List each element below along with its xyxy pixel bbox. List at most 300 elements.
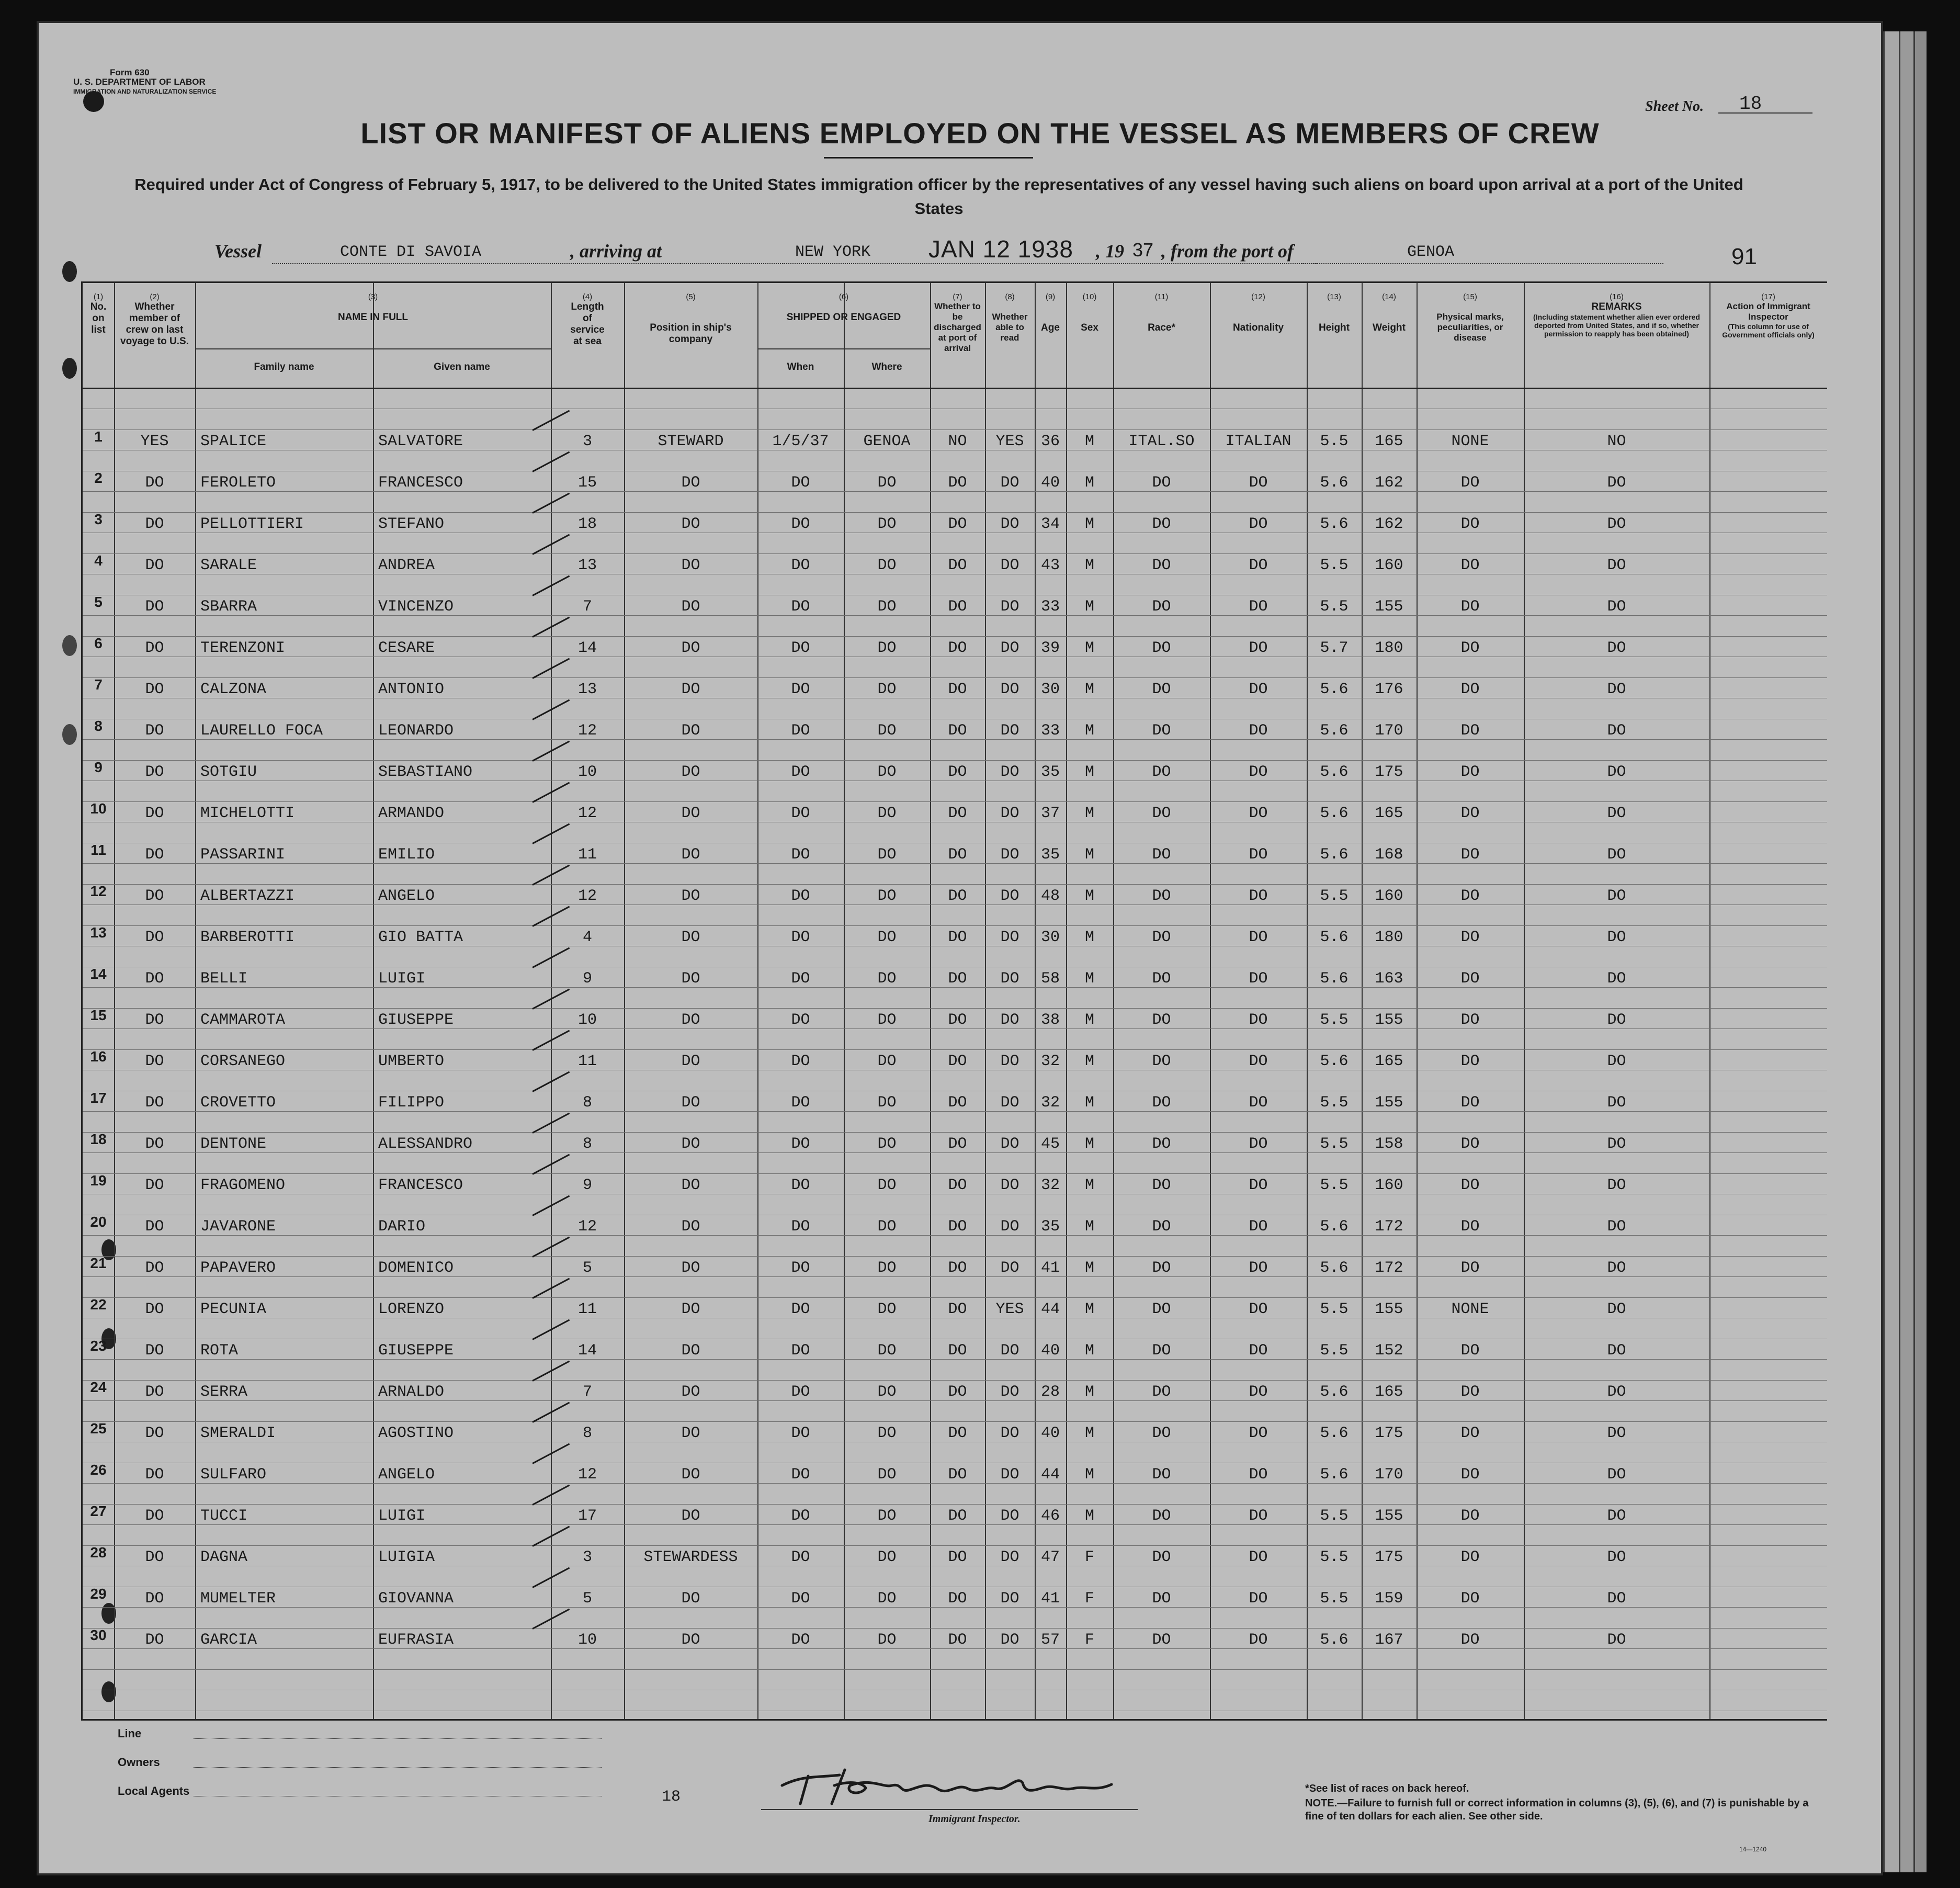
discharged-cell: DO (948, 1466, 967, 1484)
table-row (83, 999, 1827, 1040)
inspector-label: Immigrant Inspector. (928, 1813, 1021, 1825)
service-cell: 12 (577, 887, 597, 905)
when-cell: DO (791, 1135, 810, 1153)
marks-cell: DO (1460, 515, 1480, 533)
service-cell: 7 (582, 598, 592, 616)
row-number: 15 (90, 1007, 107, 1023)
weight-cell: 155 (1375, 1507, 1403, 1525)
nationality-cell: DO (1249, 1425, 1268, 1442)
remarks-cell: DO (1607, 763, 1626, 781)
position-cell: DO (681, 1218, 700, 1236)
line-label: Line (118, 1727, 142, 1740)
age-cell: 45 (1040, 1135, 1060, 1153)
position-cell: DO (681, 681, 700, 698)
col-label: Race* (1148, 322, 1175, 333)
row-number: 4 (94, 552, 103, 569)
given-name-cell: ANGELO (378, 1466, 435, 1484)
table-row (83, 503, 1827, 544)
col-number: (15) (1463, 292, 1477, 301)
crew-cell: DO (145, 763, 164, 781)
where-cell: DO (877, 1383, 897, 1401)
given-name-cell: LUIGIA (378, 1548, 435, 1566)
sex-cell: F (1084, 1548, 1094, 1566)
service-cell: 9 (582, 1177, 592, 1194)
sex-cell: F (1084, 1590, 1094, 1608)
table-row (83, 1536, 1827, 1577)
height-cell: 5.5 (1320, 1094, 1349, 1112)
nationality-cell: DO (1249, 1301, 1268, 1318)
height-cell: 5.5 (1320, 1177, 1349, 1194)
service-cell: 9 (582, 970, 592, 988)
read-cell: DO (1000, 929, 1019, 946)
col-label: Whether able to read (992, 312, 1028, 343)
sex-cell: M (1084, 1301, 1094, 1318)
crew-cell: DO (145, 846, 164, 864)
marks-cell: NONE (1451, 1301, 1489, 1318)
crew-cell: DO (145, 515, 164, 533)
row-number: 24 (90, 1379, 107, 1395)
when-cell: DO (791, 970, 810, 988)
table-row (83, 461, 1827, 503)
row-number: 23 (90, 1338, 107, 1354)
where-cell: DO (877, 970, 897, 988)
age-cell: 40 (1040, 474, 1060, 492)
given-name-cell: GIUSEPPE (378, 1011, 454, 1029)
weight-cell: 155 (1375, 1011, 1403, 1029)
race-cell: DO (1152, 515, 1171, 533)
where-cell: DO (877, 1259, 897, 1277)
col-number: (3) (368, 292, 378, 301)
owners-label: Owners (118, 1756, 160, 1769)
discharged-cell: DO (948, 598, 967, 616)
marks-cell: DO (1460, 1094, 1480, 1112)
family-name-cell: DAGNA (200, 1548, 248, 1566)
read-cell: DO (1000, 1218, 1019, 1236)
col-label: Physical marks, peculiarities, or disease (1436, 312, 1504, 343)
service-cell: 18 (577, 515, 597, 533)
table-row (83, 1288, 1827, 1329)
discharged-cell: DO (948, 929, 967, 946)
discharged-cell: DO (948, 1383, 967, 1401)
weight-cell: 155 (1375, 1301, 1403, 1318)
crew-cell: DO (145, 1590, 164, 1608)
local-agents-label: Local Agents (118, 1784, 190, 1797)
remarks-cell: DO (1607, 1383, 1626, 1401)
given-name-cell: VINCENZO (378, 598, 454, 616)
race-cell: DO (1152, 474, 1171, 492)
when-cell: DO (791, 474, 810, 492)
age-cell: 40 (1040, 1342, 1060, 1360)
arrival-date-stamp: JAN 12 1938 (928, 235, 1073, 263)
read-cell: DO (1000, 1425, 1019, 1442)
binder-clip (62, 635, 77, 656)
marks-cell: DO (1460, 639, 1480, 657)
race-cell: DO (1152, 557, 1171, 574)
nationality-cell: DO (1249, 887, 1268, 905)
position-cell: DO (681, 1342, 700, 1360)
where-cell: DO (877, 515, 897, 533)
sex-cell: M (1084, 846, 1094, 864)
col-label: Position in ship's company (650, 322, 732, 345)
read-cell: DO (1000, 887, 1019, 905)
binder-clip (62, 724, 77, 745)
height-cell: 5.6 (1320, 1425, 1349, 1442)
crew-cell: DO (145, 639, 164, 657)
table-row (83, 751, 1827, 792)
nationality-cell: DO (1249, 1094, 1268, 1112)
col-number: (12) (1251, 292, 1265, 301)
given-name-cell: DARIO (378, 1218, 426, 1236)
col-label: SHIPPED OR ENGAGED (786, 312, 901, 323)
race-cell: DO (1152, 1259, 1171, 1277)
crew-cell: DO (145, 1135, 164, 1153)
remarks-cell: DO (1607, 557, 1626, 574)
weight-cell: 160 (1375, 557, 1403, 574)
age-cell: 30 (1040, 929, 1060, 946)
remarks-cell: DO (1607, 515, 1626, 533)
year-value: 37 (1132, 239, 1154, 261)
col-shipped-header (757, 292, 930, 323)
when-cell: DO (791, 515, 810, 533)
race-cell: DO (1152, 1466, 1171, 1484)
remarks-cell: DO (1607, 887, 1626, 905)
weight-cell: 172 (1375, 1218, 1403, 1236)
row-number: 3 (94, 511, 103, 527)
where-cell: DO (877, 805, 897, 822)
marks-cell: DO (1460, 557, 1480, 574)
given-name-cell: FILIPPO (378, 1094, 445, 1112)
race-cell: DO (1152, 598, 1171, 616)
family-name-cell: GARCIA (200, 1631, 257, 1649)
nationality-cell: DO (1249, 805, 1268, 822)
weight-cell: 165 (1375, 433, 1403, 450)
table-row (83, 1123, 1827, 1164)
nationality-cell: DO (1249, 681, 1268, 698)
table-row (83, 627, 1827, 668)
given-name-cell: ANTONIO (378, 681, 445, 698)
when-cell: DO (791, 1259, 810, 1277)
given-name-cell: GIO BATTA (378, 929, 463, 946)
height-cell: 5.5 (1320, 1590, 1349, 1608)
col-number: (17) (1761, 292, 1775, 301)
remarks-cell: DO (1607, 1507, 1626, 1525)
read-cell: DO (1000, 763, 1019, 781)
height-cell: 5.5 (1320, 1011, 1349, 1029)
read-cell: DO (1000, 1548, 1019, 1566)
row-number: 17 (90, 1090, 107, 1106)
row-number: 5 (94, 594, 103, 610)
family-name-cell: SPALICE (200, 433, 267, 450)
col-number: (10) (1082, 292, 1097, 301)
where-cell: DO (877, 763, 897, 781)
weight-cell: 167 (1375, 1631, 1403, 1649)
weight-cell: 159 (1375, 1590, 1403, 1608)
family-name-cell: BELLI (200, 970, 248, 988)
remarks-cell: DO (1607, 1094, 1626, 1112)
read-cell: YES (995, 1301, 1024, 1318)
age-cell: 30 (1040, 681, 1060, 698)
sex-cell: M (1084, 515, 1094, 533)
sex-cell: M (1084, 887, 1094, 905)
col-no-header (83, 292, 114, 336)
col-number: (2) (150, 292, 160, 301)
remarks-cell: DO (1607, 1548, 1626, 1566)
where-cell: DO (877, 722, 897, 740)
age-cell: 47 (1040, 1548, 1060, 1566)
given-name-cell: DOMENICO (378, 1259, 454, 1277)
discharged-cell: DO (948, 1301, 967, 1318)
given-name-cell: ANDREA (378, 557, 435, 574)
nationality-cell: DO (1249, 1383, 1268, 1401)
crew-cell: DO (145, 1053, 164, 1070)
sex-cell: M (1084, 639, 1094, 657)
discharged-cell: DO (948, 805, 967, 822)
when-cell: DO (791, 639, 810, 657)
table-row (83, 1081, 1827, 1123)
weight-cell: 175 (1375, 763, 1403, 781)
given-name-cell: UMBERTO (378, 1053, 445, 1070)
height-cell: 5.6 (1320, 763, 1349, 781)
age-cell: 35 (1040, 763, 1060, 781)
age-cell: 33 (1040, 722, 1060, 740)
col-number: (5) (686, 292, 696, 301)
crew-cell: DO (145, 970, 164, 988)
marks-cell: DO (1460, 763, 1480, 781)
position-cell: DO (681, 722, 700, 740)
marks-cell: DO (1460, 846, 1480, 864)
where-cell: DO (877, 846, 897, 864)
position-cell: DO (681, 1631, 700, 1649)
height-cell: 5.5 (1320, 557, 1349, 574)
marks-cell: DO (1460, 474, 1480, 492)
sex-cell: M (1084, 598, 1094, 616)
family-name-cell: MICHELOTTI (200, 805, 295, 822)
weight-cell: 155 (1375, 1094, 1403, 1112)
col-number: (9) (1045, 292, 1056, 301)
marks-cell: DO (1460, 1631, 1480, 1649)
race-cell: DO (1152, 1590, 1171, 1608)
nationality-cell: DO (1249, 1466, 1268, 1484)
weight-cell: 170 (1375, 1466, 1403, 1484)
crew-cell: DO (145, 1466, 164, 1484)
position-cell: DO (681, 846, 700, 864)
age-cell: 32 (1040, 1177, 1060, 1194)
nationality-cell: DO (1249, 1631, 1268, 1649)
read-cell: DO (1000, 1631, 1019, 1649)
discharged-cell: DO (948, 1218, 967, 1236)
sex-cell: M (1084, 1425, 1094, 1442)
weight-cell: 160 (1375, 1177, 1403, 1194)
table-row (83, 1371, 1827, 1412)
position-cell: DO (681, 1011, 700, 1029)
position-cell: DO (681, 929, 700, 946)
where-cell: DO (877, 929, 897, 946)
print-code: 14—1240 (1739, 1846, 1767, 1853)
service-name: IMMIGRATION AND NATURALIZATION SERVICE (73, 88, 217, 95)
family-name-cell: DENTONE (200, 1135, 267, 1153)
service-cell: 8 (582, 1094, 592, 1112)
marks-cell: DO (1460, 1466, 1480, 1484)
col-number: (7) (953, 292, 962, 301)
nationality-cell: DO (1249, 763, 1268, 781)
row-number: 26 (90, 1462, 107, 1478)
family-name-cell: CAMMAROTA (200, 1011, 286, 1029)
remarks-cell: DO (1607, 722, 1626, 740)
family-name-cell: ALBERTAZZI (200, 887, 295, 905)
discharged-cell: DO (948, 1135, 967, 1153)
nationality-cell: DO (1249, 929, 1268, 946)
family-name-cell: SMERALDI (200, 1425, 276, 1442)
service-cell: 11 (577, 1053, 597, 1070)
race-cell: DO (1152, 1507, 1171, 1525)
form-number: Form 630 (110, 67, 150, 77)
family-name-cell: SULFARO (200, 1466, 267, 1484)
crew-cell: DO (145, 722, 164, 740)
table-row (83, 792, 1827, 833)
table-row (83, 875, 1827, 916)
read-cell: DO (1000, 1383, 1019, 1401)
discharged-cell: DO (948, 1548, 967, 1566)
marks-cell: DO (1460, 1011, 1480, 1029)
read-cell: DO (1000, 1011, 1019, 1029)
family-name-cell: CROVETTO (200, 1094, 276, 1112)
weight-cell: 165 (1375, 805, 1403, 822)
position-cell: DO (681, 1425, 700, 1442)
sheet-number: 18 (1739, 93, 1762, 115)
given-name-cell: FRANCESCO (378, 1177, 463, 1194)
marks-cell: DO (1460, 1383, 1480, 1401)
where-cell: DO (877, 1301, 897, 1318)
height-cell: 5.6 (1320, 1259, 1349, 1277)
row-rule (83, 1669, 1827, 1670)
age-cell: 57 (1040, 1631, 1060, 1649)
given-name-cell: FRANCESCO (378, 474, 463, 492)
race-cell: DO (1152, 846, 1171, 864)
col-number: (8) (1005, 292, 1015, 301)
read-cell: DO (1000, 1094, 1019, 1112)
col-label: Height (1318, 322, 1350, 333)
col-label: Age (1041, 322, 1060, 333)
name-subheader-rule (195, 348, 551, 349)
remarks-cell: DO (1607, 1218, 1626, 1236)
family-name-cell: ROTA (200, 1342, 239, 1360)
nationality-cell: DO (1249, 1507, 1268, 1525)
col-number: (13) (1327, 292, 1341, 301)
family-name-cell: TERENZONI (200, 639, 286, 657)
position-cell: DO (681, 474, 700, 492)
family-name-cell: PELLOTTIERI (200, 515, 304, 533)
col-family-header (195, 361, 373, 373)
col-number: (6) (839, 292, 849, 301)
weight-cell: 168 (1375, 846, 1403, 864)
service-cell: 3 (582, 1548, 592, 1566)
col-weight-header (1362, 292, 1417, 334)
family-name-cell: BARBEROTTI (200, 929, 295, 946)
table-row (83, 420, 1827, 461)
where-cell: DO (877, 639, 897, 657)
sex-cell: M (1084, 1177, 1094, 1194)
crew-cell: DO (145, 474, 164, 492)
col-discharged-header (930, 292, 985, 354)
marks-cell: DO (1460, 598, 1480, 616)
vessel-name: CONTE DI SAVOIA (340, 243, 482, 261)
race-cell: DO (1152, 805, 1171, 822)
remarks-cell: DO (1607, 474, 1626, 492)
table-row (83, 1040, 1827, 1081)
family-name-cell: TUCCI (200, 1507, 248, 1525)
vessel-line (214, 235, 1663, 264)
age-cell: 32 (1040, 1094, 1060, 1112)
arriving-label: , arriving at (570, 241, 662, 262)
table-row (83, 709, 1827, 751)
weight-cell: 180 (1375, 639, 1403, 657)
family-name-cell: CALZONA (200, 681, 267, 698)
weight-cell: 162 (1375, 515, 1403, 533)
binder-clip (62, 358, 77, 379)
where-cell: DO (877, 1631, 897, 1649)
when-cell: DO (791, 1177, 810, 1194)
marks-cell: DO (1460, 1259, 1480, 1277)
height-cell: 5.5 (1320, 1548, 1349, 1566)
height-cell: 5.5 (1320, 887, 1349, 905)
col-remarks-header (1524, 292, 1709, 338)
height-cell: 5.5 (1320, 433, 1349, 450)
col-sublabel: Where (871, 361, 902, 372)
race-cell: ITAL.SO (1128, 433, 1195, 450)
age-cell: 38 (1040, 1011, 1060, 1029)
row-number: 27 (90, 1503, 107, 1519)
age-cell: 36 (1040, 433, 1060, 450)
discharged-cell: DO (948, 1259, 967, 1277)
race-cell: DO (1152, 1425, 1171, 1442)
height-cell: 5.6 (1320, 681, 1349, 698)
when-cell: DO (791, 846, 810, 864)
row-number: 2 (94, 470, 103, 486)
service-cell: 14 (577, 639, 597, 657)
discharged-cell: DO (948, 846, 967, 864)
page-title: LIST OR MANIFEST OF ALIENS EMPLOYED ON THE VESSEL AS MEMBERS OF CREW (360, 117, 1600, 150)
crew-cell: DO (145, 1301, 164, 1318)
sex-cell: M (1084, 1053, 1094, 1070)
age-cell: 39 (1040, 639, 1060, 657)
col-sex-header (1066, 292, 1113, 334)
sex-cell: M (1084, 805, 1094, 822)
marks-cell: DO (1460, 1342, 1480, 1360)
from-port-label: , from the port of (1161, 241, 1294, 262)
where-cell: DO (877, 1466, 897, 1484)
crew-cell: DO (145, 887, 164, 905)
remarks-cell: DO (1607, 1301, 1626, 1318)
height-cell: 5.6 (1320, 970, 1349, 988)
nationality-cell: DO (1249, 639, 1268, 657)
row-number: 14 (90, 966, 107, 982)
page-number: 91 (1731, 244, 1757, 269)
handwritten-mark: 18 (662, 1788, 681, 1806)
col-label: No. on list (90, 301, 107, 335)
shipped-subheader-rule (757, 348, 930, 349)
row-number: 22 (90, 1296, 107, 1313)
col-name-header (195, 292, 551, 323)
height-cell: 5.6 (1320, 846, 1349, 864)
service-cell: 12 (577, 722, 597, 740)
col-when-header (757, 361, 844, 373)
read-cell: DO (1000, 1507, 1019, 1525)
family-name-cell: PASSARINI (200, 846, 286, 864)
where-cell: DO (877, 1053, 897, 1070)
nationality-cell: DO (1249, 1342, 1268, 1360)
col-number: (1) (93, 292, 104, 301)
discharged-cell: DO (948, 1053, 967, 1070)
